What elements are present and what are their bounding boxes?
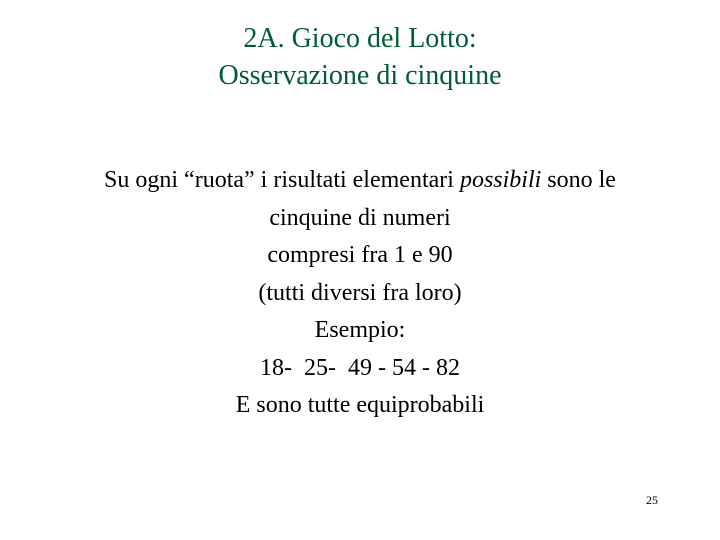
body-line-1-end: sono le	[541, 167, 616, 193]
slide-title-line-2: Osservazione di cinquine	[218, 60, 502, 91]
slide-title	[0, 20, 720, 94]
slide-body	[40, 162, 680, 425]
body-line-1	[40, 162, 680, 200]
body-line-3: compresi fra 1 e 90	[267, 242, 453, 268]
slide-title-line-1: 2A. Gioco del Lotto:	[243, 23, 477, 54]
page-number: 25	[646, 493, 658, 507]
body-line-1-italic: possibili	[459, 167, 542, 193]
body-line-4: (tutti diversi fra loro)	[258, 279, 462, 306]
body-line-2: cinquine di numeri	[269, 204, 451, 231]
body-line-5: Esempio:	[314, 317, 406, 343]
body-line-6: 18- 25- 49 - 54 - 82	[260, 354, 460, 381]
body-line-1-start: Su ogni “ruota” i risultati elementari	[104, 167, 460, 193]
body-line-7: E sono tutte equiprobabili	[235, 392, 485, 418]
